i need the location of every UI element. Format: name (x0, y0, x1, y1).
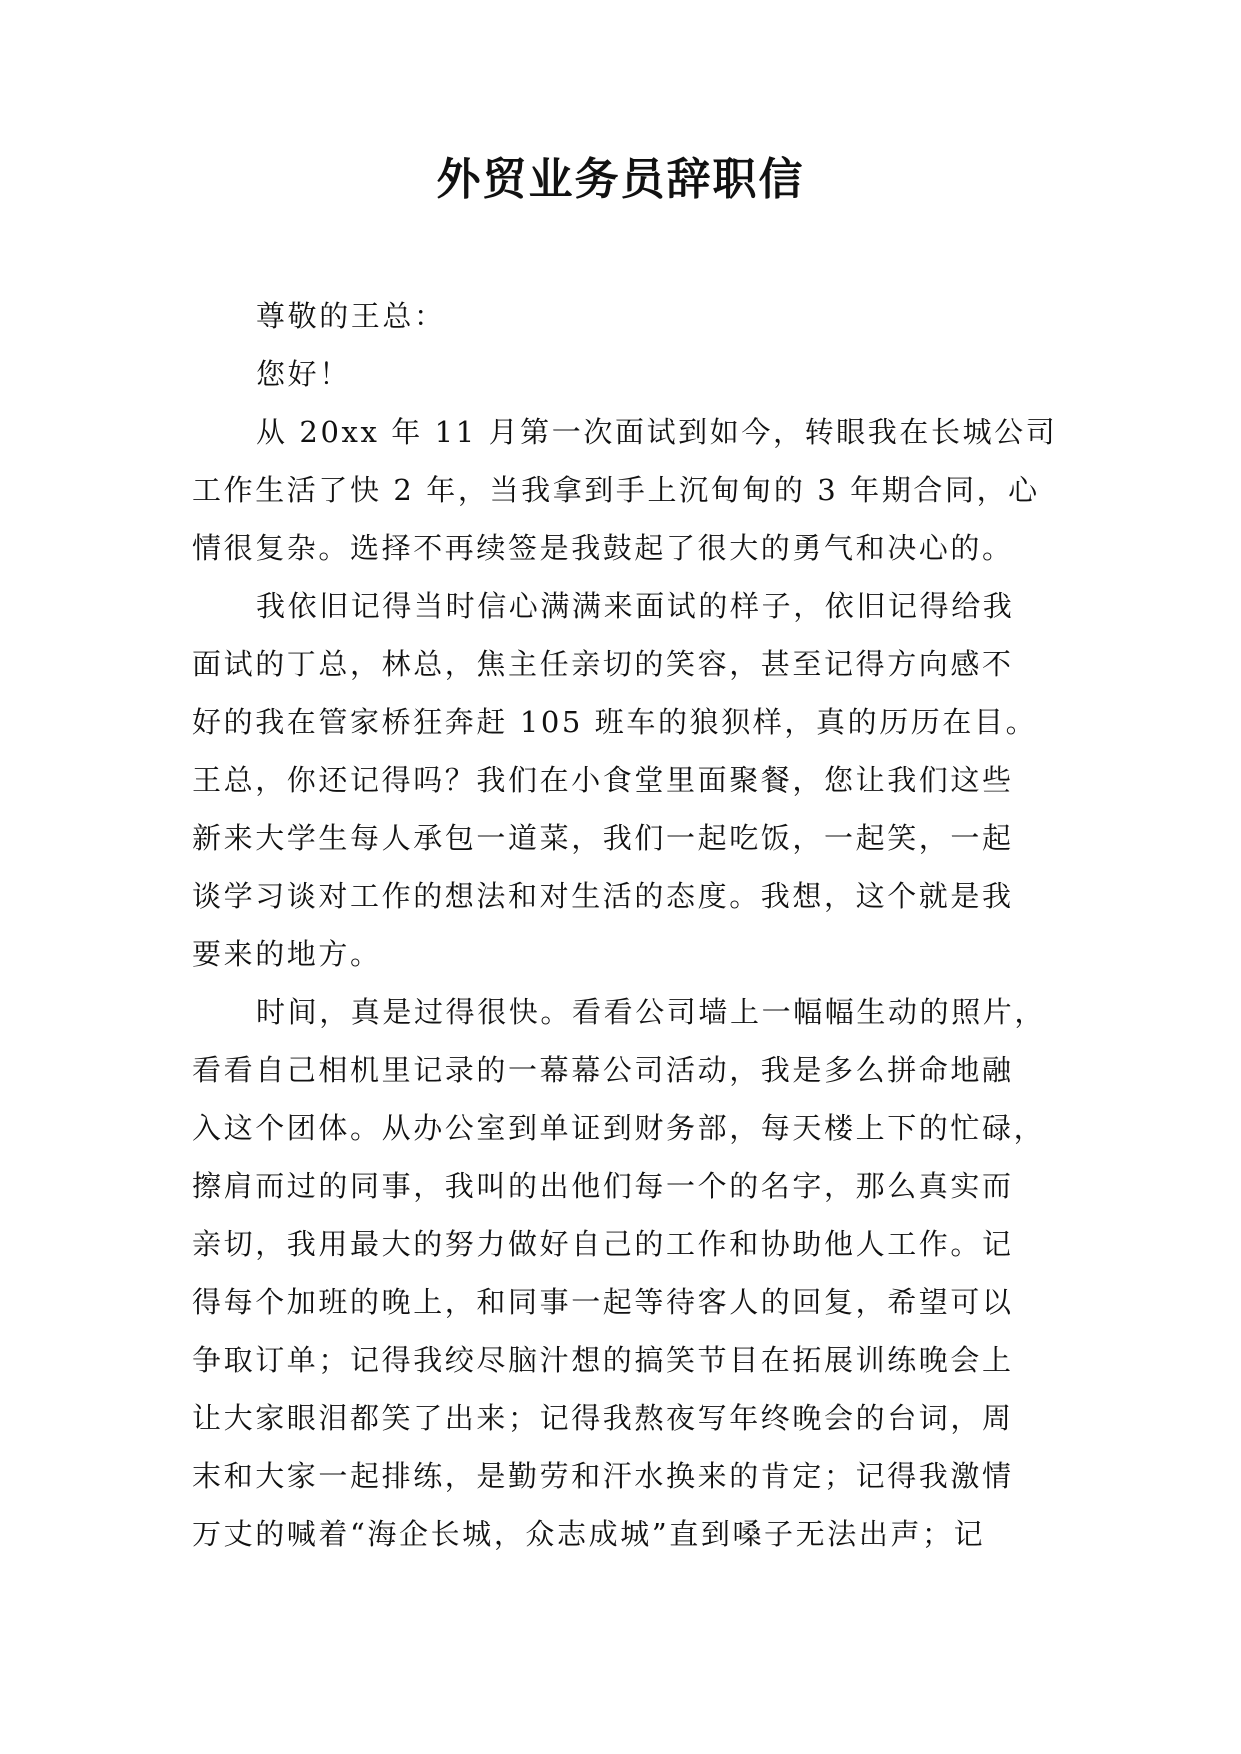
text-line: 情很复杂。选择不再续签是我鼓起了很大的勇气和决心的。 (192, 531, 1014, 565)
text-line: 工作生活了快 2 年，当我拿到手上沉甸甸的 3 年期合同，心 (192, 473, 1040, 507)
text-line: 万丈的喊着“海企长城，众志成城”直到嗓子无法出声；记 (192, 1517, 986, 1551)
text-line: 末和大家一起排练，是勤劳和汗水换来的肯定；记得我激情 (192, 1459, 1014, 1493)
text-line: 从 20xx 年 11 月第一次面试到如今，转眼我在长城公司 (256, 415, 1058, 449)
text-line: 您好！ (256, 357, 351, 391)
text-line: 擦肩而过的同事，我叫的出他们每一个的名字，那么真实而 (192, 1169, 1014, 1203)
text-line: 王总，你还记得吗？我们在小食堂里面聚餐，您让我们这些 (192, 763, 1014, 797)
text-line: 看看自己相机里记录的一幕幕公司活动，我是多么拼命地融 (192, 1053, 1014, 1087)
text-line: 面试的丁总，林总，焦主任亲切的笑容，甚至记得方向感不 (192, 647, 1014, 681)
document-title: 外贸业务员辞职信 (436, 154, 805, 205)
text-line: 争取订单；记得我绞尽脑汁想的搞笑节目在拓展训练晚会上 (192, 1343, 1014, 1377)
text-line: 新来大学生每人承包一道菜，我们一起吃饭，一起笑，一起 (192, 821, 1014, 855)
text-line: 让大家眼泪都笑了出来；记得我熬夜写年终晚会的台词，周 (192, 1401, 1014, 1435)
text-line: 亲切，我用最大的努力做好自己的工作和协助他人工作。记 (192, 1227, 1014, 1261)
text-line: 好的我在管家桥狂奔赶 105 班车的狼狈样，真的历历在目。 (192, 705, 1038, 739)
text-line: 尊敬的王总： (256, 299, 446, 333)
letter-body (192, 287, 1058, 1563)
text-line: 得每个加班的晚上，和同事一起等待客人的回复，希望可以 (192, 1285, 1014, 1319)
text-line: 入这个团体。从办公室到单证到财务部，每天楼上下的忙碌， (192, 1111, 1046, 1145)
text-line: 时间，真是过得很快。看看公司墙上一幅幅生动的照片， (256, 995, 1047, 1029)
text-line: 谈学习谈对工作的想法和对生活的态度。我想，这个就是我 (192, 879, 1014, 913)
text-line: 我依旧记得当时信心满满来面试的样子，依旧记得给我 (256, 589, 1015, 623)
text-line: 要来的地方。 (192, 937, 382, 971)
